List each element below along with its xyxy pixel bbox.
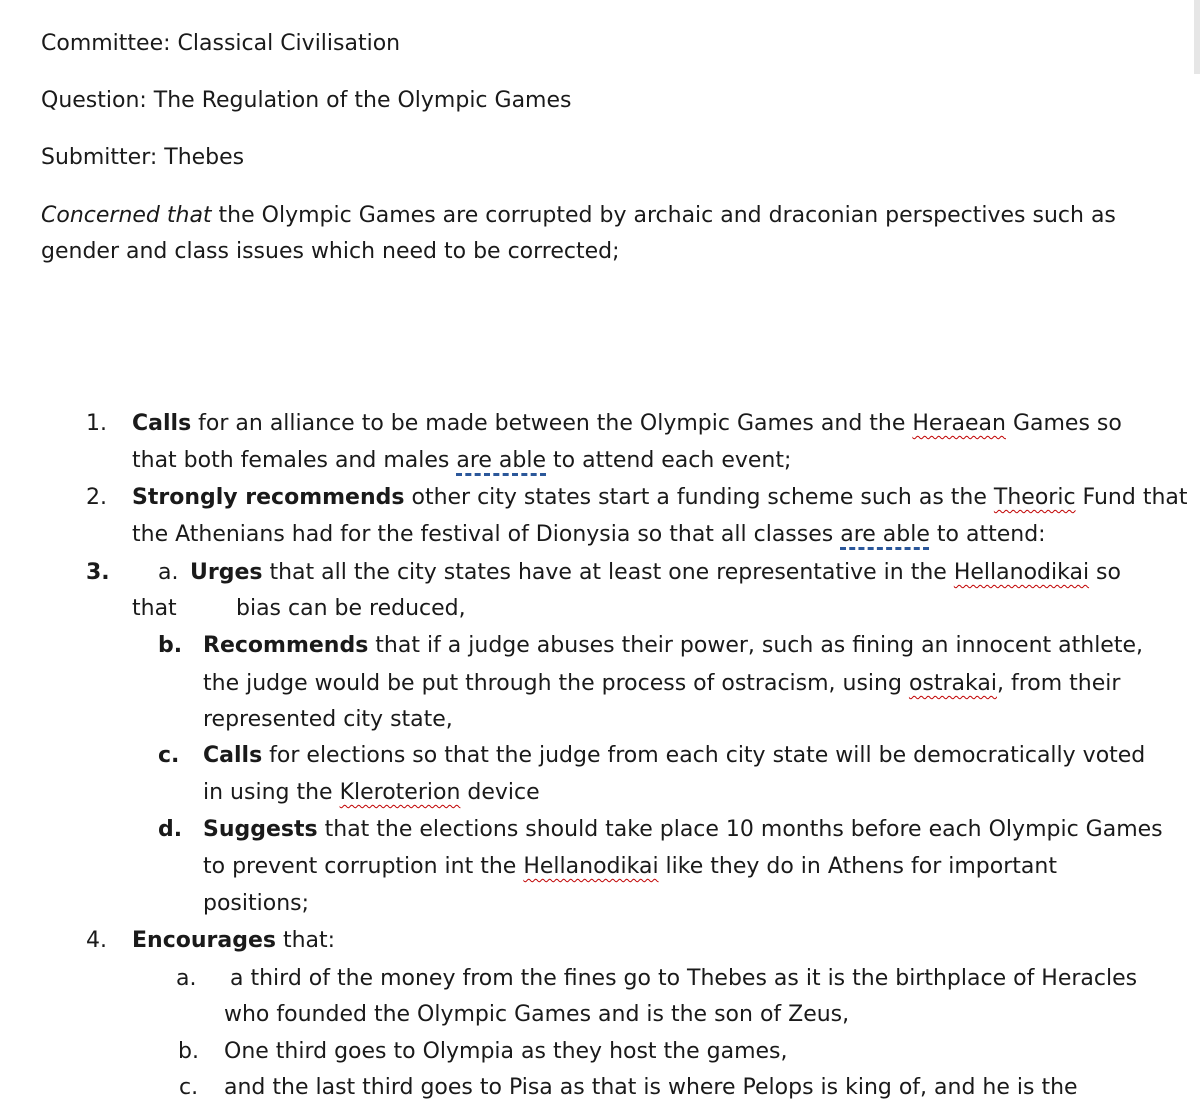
clause-3c-letter: c. <box>158 743 180 768</box>
committee-line: Committee: Classical Civilisation <box>41 31 401 56</box>
grammar-flag-are-able-1[interactable]: are able <box>456 448 547 473</box>
clause-3a-line-1 <box>190 558 1121 588</box>
clause-3b-line-3: represented city state, <box>203 707 453 732</box>
clause-1-text-2: that both females and males <box>132 448 457 473</box>
clause-2-text-end: Fund that <box>1075 485 1188 510</box>
clause-3c-text-2-end: device <box>460 780 540 805</box>
clause-1-text-end: Games so <box>1005 411 1122 436</box>
clause-3d-text: that the elections should take place 10 months before each Olympic Games <box>317 817 1163 842</box>
preamble-line-1 <box>41 201 1116 231</box>
grammar-flag-are-able-2[interactable]: are able <box>840 522 930 547</box>
clause-3b-letter: b. <box>158 633 183 658</box>
spelling-flag-heraean[interactable]: Heraean <box>912 411 1006 436</box>
clause-3b-line-2 <box>203 669 1120 699</box>
clause-2-line-1 <box>132 483 1188 513</box>
clause-3c-line-2 <box>203 778 540 808</box>
clause-2-text-2-end: to attend: <box>929 522 1046 547</box>
scrollbar-edge[interactable] <box>1194 0 1200 74</box>
clause-3b-verb: Recommends <box>203 633 369 658</box>
clause-3a-line-2a: that <box>132 596 177 621</box>
clause-3b-text-2-end: , from their <box>996 671 1121 696</box>
clause-3c-verb: Calls <box>203 743 263 768</box>
clause-3a-verb: Urges <box>190 560 263 585</box>
clause-2-text-2: the Athenians had for the festival of Dionysia so that all classes <box>132 522 841 547</box>
clause-3d-text-2: to prevent corruption int the <box>203 854 524 879</box>
clause-4-number: 4. <box>86 928 107 953</box>
clause-3a-text: that all the city states have at least one representative in the <box>262 560 954 585</box>
clause-3d-line-2 <box>203 852 1057 882</box>
clause-3d-text-2-end: like they do in Athens for important <box>658 854 1057 879</box>
clause-4-line-1 <box>132 926 335 956</box>
clause-2-line-2 <box>132 520 1046 550</box>
clause-3b-text-2: the judge would be put through the process of ostracism, using <box>203 671 909 696</box>
preamble-line-2: gender and class issues which need to be corrected; <box>41 239 620 264</box>
spelling-flag-hellanodikai-2[interactable]: Hellanodikai <box>523 854 659 879</box>
clause-3b-line-1 <box>203 631 1143 661</box>
clause-2-number: 2. <box>86 485 107 510</box>
clause-3a-letter: a. <box>158 560 179 585</box>
clause-4a-line-2: who founded the Olympic Games and is the son of Zeus, <box>224 1002 850 1027</box>
preamble-lead: Concerned that <box>41 203 212 228</box>
clause-1-line-1 <box>132 409 1122 439</box>
clause-4-verb: Encourages <box>132 928 276 953</box>
clause-1-text: for an alliance to be made between the Olympic Games and the <box>191 411 913 436</box>
spelling-flag-hellanodikai-1[interactable]: Hellanodikai <box>953 560 1090 585</box>
spelling-flag-kleroterion[interactable]: Kleroterion <box>339 780 461 805</box>
question-line: Question: The Regulation of the Olympic Games <box>41 88 572 113</box>
clause-3a-line-2b: bias can be reduced, <box>236 596 466 621</box>
clause-4b-letter: b. <box>178 1039 199 1064</box>
clause-2-verb: Strongly recommends <box>132 485 405 510</box>
clause-1-number: 1. <box>86 411 107 436</box>
submitter-line: Submitter: Thebes <box>41 145 245 170</box>
clause-2-text: other city states start a funding scheme such as the <box>404 485 994 510</box>
clause-4a-line-1: a third of the money from the fines go to Thebes as it is the birthplace of Heracles <box>230 966 1138 991</box>
clause-3c-text-2: in using the <box>203 780 340 805</box>
clause-3d-line-1 <box>203 815 1163 845</box>
clause-4b-line-1: One third goes to Olympia as they host the games, <box>224 1039 788 1064</box>
clause-3c-line-1 <box>203 741 1145 771</box>
clause-3-number: 3. <box>86 560 110 585</box>
spelling-flag-ostrakai[interactable]: ostrakai <box>908 671 997 696</box>
clause-1-text-2-end: to attend each event; <box>546 448 792 473</box>
clause-4c-line-1: and the last third goes to Pisa as that is where Pelops is king of, and he is the <box>224 1075 1078 1100</box>
clause-3c-text: for elections so that the judge from each city state will be democratically voted <box>262 743 1146 768</box>
clause-3b-text: that if a judge abuses their power, such as fining an innocent athlete, <box>368 633 1143 658</box>
clause-3d-letter: d. <box>158 817 183 842</box>
preamble-text-1: the Olympic Games are corrupted by archaic and draconian perspectives such as <box>211 203 1116 228</box>
clause-4a-letter: a. <box>176 966 197 991</box>
clause-1-line-2 <box>132 446 791 476</box>
clause-3d-line-3: positions; <box>203 891 310 916</box>
clause-3a-text-end: so <box>1089 560 1121 585</box>
clause-4c-letter: c. <box>179 1075 199 1100</box>
spelling-flag-theoric[interactable]: Theoric <box>993 485 1076 510</box>
clause-1-verb: Calls <box>132 411 192 436</box>
clause-3d-verb: Suggests <box>203 817 318 842</box>
clause-4-text: that: <box>275 928 336 953</box>
